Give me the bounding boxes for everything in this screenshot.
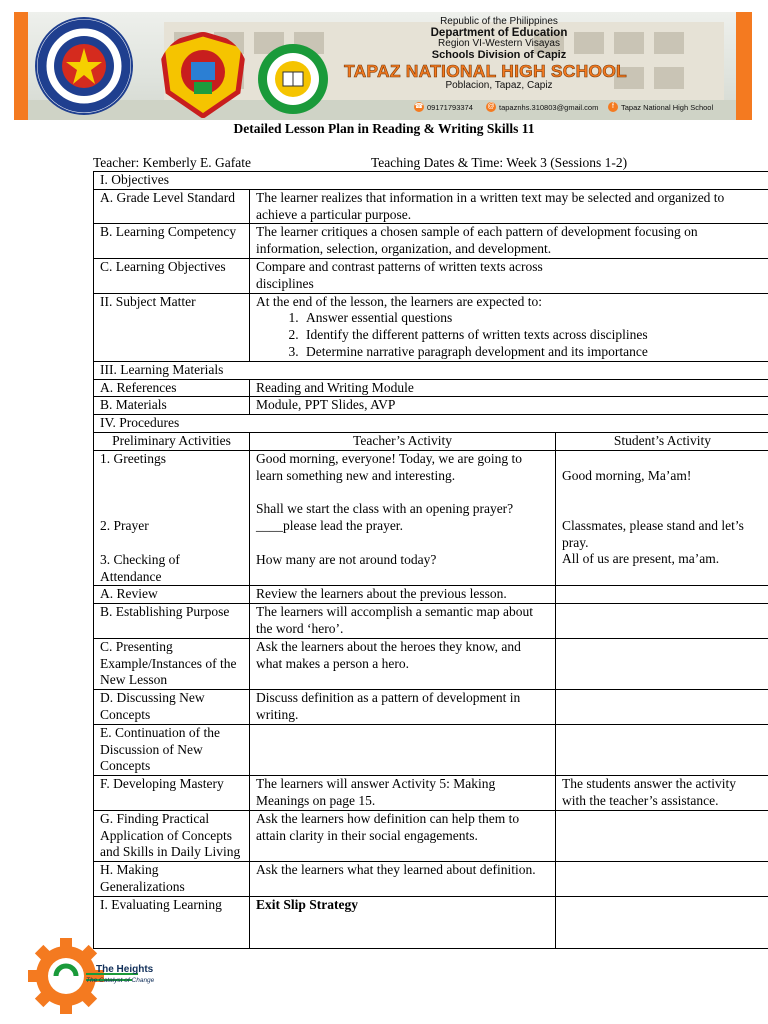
procedure-teacher: Discuss definition as a pattern of development in writing. [250,690,556,725]
procedure-student [556,604,768,639]
banner-accent-right [736,12,752,120]
deped-seal-logo [22,16,146,116]
procedure-teacher: Exit Slip Strategy [250,896,556,948]
procedure-student [556,586,768,604]
attendance-label: 3. Checking of Attendance [100,551,180,584]
header-region: Region VI-Western Visayas [438,38,560,49]
preliminary-teacher-cell [250,450,556,586]
procedure-student: The students answer the activity with the teacher’s assistance. [556,776,768,811]
procedure-student [556,724,768,775]
procedure-teacher: Ask the learners about the heroes they know, and what makes a person a hero. [250,638,556,689]
header-address: Poblacion, Tapaz, Capiz [445,80,553,91]
contact-facebook-text: Tapaz National High School [621,102,714,112]
table-row [94,810,768,861]
header-republic: Republic of the Philippines [440,16,558,27]
procedure-label: G. Finding Practical Application of Concepts and Skills in Daily Living [94,810,250,861]
preliminary-labels-cell [94,450,250,586]
procedure-student [556,810,768,861]
table-row [94,604,768,639]
student-attendance: All of us are present, ma’am. [562,550,720,566]
header-school-name: TAPAZ NATIONAL HIGH SCHOOL [344,61,627,81]
procedure-label: F. Developing Mastery [94,776,250,811]
header-division: Schools Division of Capiz [431,49,567,61]
preliminary-student-cell [556,450,768,586]
lesson-plan-table [93,171,768,949]
procedure-label: I. Evaluating Learning [94,896,250,948]
procedure-student [556,896,768,948]
grade-level-label: A. Grade Level Standard [94,189,250,224]
student-prayer: Classmates, please stand and let’s pray. [562,517,744,550]
student-greeting: Good morning, Ma’am! [562,467,692,483]
procedures-column-headers [94,432,768,450]
grade-level-row [94,189,768,224]
grade-level-text: The learner realizes that information in a written text may be selected and organized to achieve a particular purpose. [250,189,768,224]
procedure-teacher: The learners will answer Activity 5: Making Meanings on page 15. [250,776,556,811]
learning-objectives-text [250,258,768,293]
procedure-teacher: Ask the learners how definition can help them to attain clarity in their social engagements. [250,810,556,861]
materials-text: Module, PPT Slides, AVP [250,397,768,415]
teacher-greeting: Good morning, everyone! Today, we are going to learn something new and interesting. [256,450,522,483]
list-item: 1. Answer essential questions [302,310,763,327]
procedures-heading: IV. Procedures [94,415,768,433]
footer-logo-tagline: The Catalyst of Change [86,977,155,984]
footer-logo-title: The Heights [96,964,154,975]
materials-heading: III. Learning Materials [94,361,768,379]
phone-icon: ☎ [414,103,424,110]
email-icon: @ [487,103,495,110]
procedure-student [556,638,768,689]
contact-facebook [608,102,713,112]
table-row [94,690,768,725]
learning-objectives-label: C. Learning Objectives [94,258,250,293]
table-row [94,896,768,948]
school-header-banner [14,12,752,120]
header-department: Department of Education [430,27,568,39]
procedure-student [556,690,768,725]
column-header-teacher: Teacher’s Activity [250,432,556,450]
subject-matter-cell [250,293,768,361]
materials-row [94,397,768,415]
procedure-label: C. Presenting Example/Instances of the New Lesson [94,638,250,689]
competency-text: The learner critiques a chosen sample of each pattern of development focusing on information, selection, organization, and development. [250,224,768,259]
facebook-icon: f [608,102,618,112]
tapaz-nhs-gear-logo [256,42,330,116]
table-row [94,724,768,775]
table-row [94,776,768,811]
teacher-lead-prayer: ____please lead the prayer. [256,517,403,533]
competency-row [94,224,768,259]
contact-email-text: tapaznhs.310803@gmail.com [499,102,599,112]
competency-label: B. Learning Competency [94,224,250,259]
procedure-student [556,862,768,897]
greetings-label: 1. Greetings [100,450,166,466]
column-header-preliminary: Preliminary Activities [94,432,250,450]
contact-phone-text: 09171793374 [427,102,473,112]
contact-email [486,102,598,112]
teacher-name: Teacher: Kemberly E. Gafate [93,155,251,170]
column-header-student: Student’s Activity [556,432,768,450]
references-row [94,379,768,397]
objectives-heading-row [94,172,768,190]
procedure-teacher: The learners will accomplish a semantic map about the word ‘hero’. [250,604,556,639]
learning-objectives-row [94,258,768,293]
procedure-label: H. Making Generalizations [94,862,250,897]
procedure-teacher: Ask the learners what they learned about definition. [250,862,556,897]
materials-heading-row [94,361,768,379]
objectives-heading: I. Objectives [94,172,768,190]
subject-matter-row [94,293,768,361]
procedure-label: E. Continuation of the Discussion of New Concepts [94,724,250,775]
list-item: 2. Identify the different patterns of written texts across disciplines [302,327,763,344]
procedure-teacher [250,724,556,775]
document-title: Detailed Lesson Plan in Reading & Writing Skills 11 [233,121,535,136]
table-row [94,586,768,604]
preliminary-activities-row [94,450,768,586]
teacher-prayer: Shall we start the class with an opening prayer? [256,500,514,516]
prayer-label: 2. Prayer [100,517,149,533]
learning-objectives-value: Compare and contrast patterns of written texts across disciplines [256,258,543,291]
list-item: 3. Determine narrative paragraph development and its importance [302,344,763,361]
school-crest-logo [158,32,248,118]
contact-phone [414,102,473,112]
the-heights-logo [28,936,178,1014]
references-label: A. References [94,379,250,397]
subject-matter-list [256,310,763,360]
references-text: Reading and Writing Module [250,379,768,397]
procedure-label: B. Establishing Purpose [94,604,250,639]
table-row [94,862,768,897]
procedure-label: A. Review [94,586,250,604]
teaching-dates: Teaching Dates & Time: Week 3 (Sessions 1-2) [371,155,628,170]
materials-label: B. Materials [94,397,250,415]
table-row [94,638,768,689]
procedure-label: D. Discussing New Concepts [94,690,250,725]
subject-matter-label: II. Subject Matter [94,293,250,361]
subject-matter-intro: At the end of the lesson, the learners are expected to: [256,293,543,309]
procedures-heading-row [94,415,768,433]
procedure-teacher: Review the learners about the previous lesson. [250,586,556,604]
teacher-attendance: How many are not around today? [256,551,437,567]
